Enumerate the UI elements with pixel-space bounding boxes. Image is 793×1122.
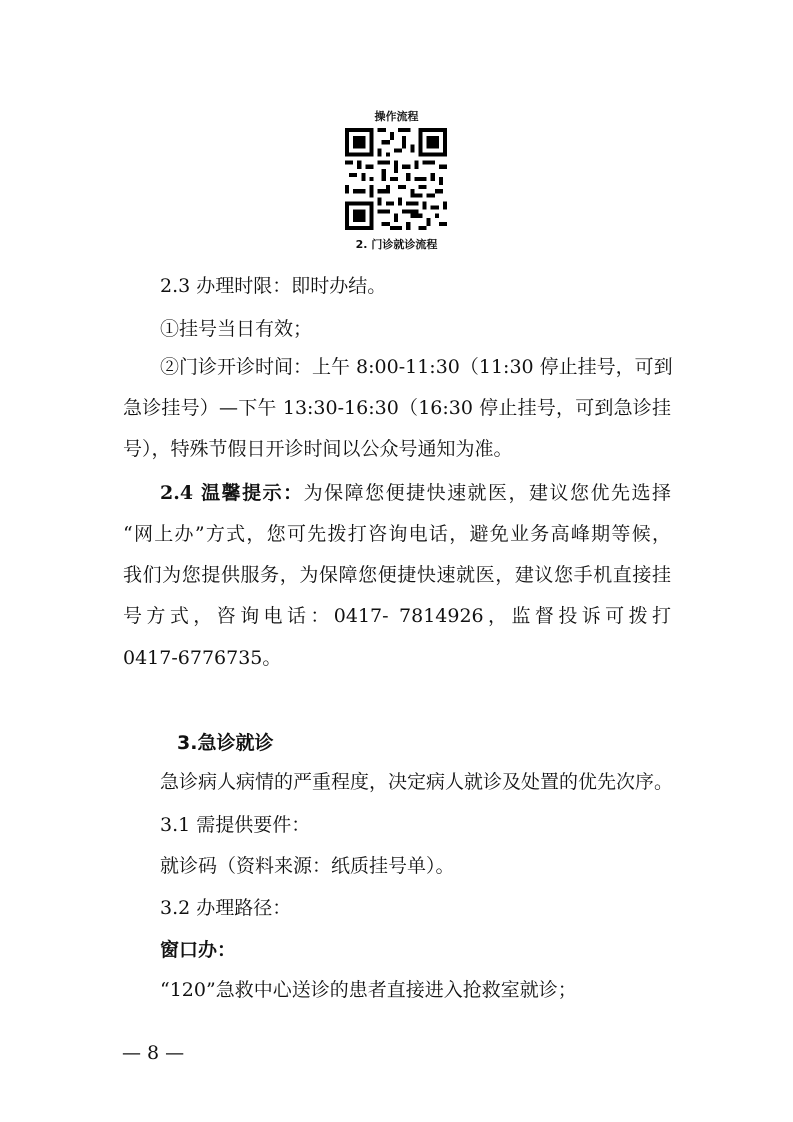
section-2-3-item-1: ①挂号当日有效； [160, 318, 313, 340]
section-3-1-text: 就诊码（资料来源：纸质挂号单）。 [160, 855, 455, 877]
section-2-4-line-3: 我们为您提供服务，为保障您便捷快速就医，建议您手机直接挂 [123, 564, 671, 586]
section-2-3-heading: 2.3 办理时限：即时办结。 [160, 275, 387, 297]
section-3-1-heading: 3.1 需提供要件： [160, 814, 311, 836]
section-2-4-line-1 [160, 480, 671, 506]
section-2-4-line-2: “网上办”方式，您可先拨打咨询电话，避免业务高峰期等候， [123, 523, 671, 545]
section-3-intro: 急诊病人病情的严重程度，决定病人就诊及处置的优先次序。 [160, 771, 674, 793]
window-text: “120”急救中心送诊的患者直接进入抢救室就诊； [160, 979, 577, 1001]
section-2-4-line-4: 号方式，咨询电话：0417- 7814926，监督投诉可拨打 [123, 605, 671, 627]
section-2-3-item-2-line-3: 号），特殊节假日开诊时间以公众号通知为准。 [123, 438, 513, 460]
section-3-heading: 3.急诊就诊 [177, 732, 274, 754]
section-2-3-item-2-line-1: ②门诊开诊时间：上午 8:00-11:30（11:30 停止挂号，可到 [160, 356, 673, 378]
window-heading: 窗口办： [160, 939, 237, 961]
section-2-4-label: 2.4 温馨提示： [160, 482, 304, 504]
section-2-3-item-2-line-2: 急诊挂号）—下午 13:30-16:30（16:30 停止挂号，可到急诊挂 [123, 397, 671, 419]
qr-code-icon [345, 128, 447, 230]
page-number: — 8 — [122, 1042, 185, 1064]
section-3-2-heading: 3.2 办理路径： [160, 897, 292, 919]
qr-title: 操作流程 [374, 110, 419, 123]
section-2-4-line-1-text: 为保障您便捷快速就医，建议您优先选择 [303, 482, 671, 504]
section-2-4-line-5: 0417-6776735。 [123, 647, 282, 669]
qr-caption: 2. 门诊就诊流程 [355, 238, 438, 251]
